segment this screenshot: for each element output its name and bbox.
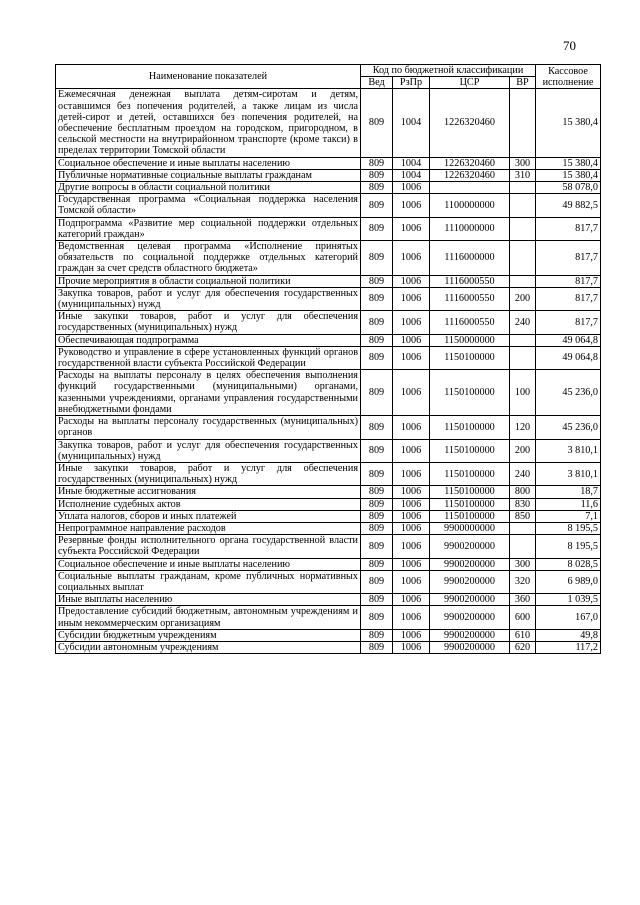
table-row [56,334,601,346]
table-row [56,629,601,641]
cell-csr: 9900200000 [430,606,510,629]
header-csr: ЦСР [430,77,510,89]
cell-name: Непрограммное направление расходов [56,522,361,534]
cell-amount: 49 064,8 [536,334,601,346]
table-row [56,157,601,169]
header-name: Наименование показателей [56,65,361,89]
cell-vr: 360 [510,594,536,606]
cell-vr [510,241,536,276]
cell-csr: 1226320460 [430,157,510,169]
cell-vr: 240 [510,462,536,485]
cell-ved: 809 [361,629,393,641]
cell-vr: 610 [510,629,536,641]
cell-vr [510,275,536,287]
cell-vr: 320 [510,570,536,593]
cell-name: Обеспечивающая подпрограмма [56,334,361,346]
cell-rzpr: 1006 [393,594,430,606]
table-row [56,182,601,194]
cell-ved: 809 [361,89,393,157]
header-amount: Кассовое исполнение [536,65,601,89]
cell-vr [510,182,536,194]
table-row [56,522,601,534]
cell-rzpr: 1006 [393,522,430,534]
cell-amount: 8 195,5 [536,522,601,534]
cell-rzpr: 1006 [393,311,430,334]
cell-rzpr: 1004 [393,89,430,157]
cell-ved: 809 [361,311,393,334]
cell-csr: 1226320460 [430,169,510,181]
cell-ved: 809 [361,606,393,629]
cell-ved: 809 [361,169,393,181]
cell-name: Руководство и управление в сфере установленных функций органов государственной власти субъекта Российской Федерации [56,346,361,369]
table-row [56,275,601,287]
cell-amount: 3 810,1 [536,439,601,462]
cell-amount: 167,0 [536,606,601,629]
table-row [56,416,601,439]
cell-rzpr: 1006 [393,182,430,194]
cell-amount: 58 078,0 [536,182,601,194]
cell-rzpr: 1006 [393,370,430,416]
cell-name: Прочие мероприятия в области социальной политики [56,275,361,287]
cell-amount: 817,7 [536,275,601,287]
table-row [56,510,601,522]
cell-amount: 817,7 [536,287,601,310]
table-body [56,89,601,654]
cell-rzpr: 1006 [393,558,430,570]
cell-amount: 8 028,5 [536,558,601,570]
cell-ved: 809 [361,570,393,593]
cell-rzpr: 1006 [393,439,430,462]
cell-ved: 809 [361,275,393,287]
table-row [56,641,601,653]
cell-amount: 3 810,1 [536,462,601,485]
cell-csr: 1110000000 [430,217,510,240]
cell-amount: 15 380,4 [536,89,601,157]
cell-ved: 809 [361,370,393,416]
cell-csr: 1150100000 [430,370,510,416]
cell-rzpr: 1006 [393,334,430,346]
cell-ved: 809 [361,241,393,276]
cell-csr: 9900200000 [430,570,510,593]
cell-vr [510,217,536,240]
cell-vr: 300 [510,558,536,570]
table-row [56,194,601,217]
cell-name: Субсидии бюджетным учреждениям [56,629,361,641]
cell-ved: 809 [361,217,393,240]
cell-vr: 800 [510,486,536,498]
cell-csr: 1150100000 [430,462,510,485]
table-row [56,311,601,334]
cell-amount: 45 236,0 [536,416,601,439]
cell-ved: 809 [361,334,393,346]
cell-rzpr: 1006 [393,416,430,439]
table-row [56,439,601,462]
cell-rzpr: 1006 [393,570,430,593]
cell-ved: 809 [361,287,393,310]
cell-ved: 809 [361,486,393,498]
cell-ved: 809 [361,641,393,653]
cell-amount: 45 236,0 [536,370,601,416]
cell-name: Иные закупки товаров, работ и услуг для обеспечения государственных (муниципальных) нужд [56,462,361,485]
cell-rzpr: 1006 [393,641,430,653]
cell-rzpr: 1006 [393,535,430,558]
cell-name: Резервные фонды исполнительного органа государственной власти субъекта Российской Федерации [56,535,361,558]
cell-rzpr: 1006 [393,346,430,369]
table-row [56,287,601,310]
cell-csr: 1116000550 [430,275,510,287]
cell-name: Ведомственная целевая программа «Исполнение принятых обязательств по социальной поддержке отдельных категорий граждан за счет средств областного бюджета» [56,241,361,276]
cell-amount: 49 064,8 [536,346,601,369]
cell-vr: 240 [510,311,536,334]
cell-ved: 809 [361,157,393,169]
cell-name: Публичные нормативные социальные выплаты гражданам [56,169,361,181]
cell-name: Другие вопросы в области социальной политики [56,182,361,194]
cell-name: Иные бюджетные ассигнования [56,486,361,498]
cell-name: Социальные выплаты гражданам, кроме публичных нормативных социальных выплат [56,570,361,593]
cell-vr [510,522,536,534]
cell-csr: 1150100000 [430,346,510,369]
cell-csr: 1150100000 [430,498,510,510]
cell-rzpr: 1006 [393,498,430,510]
cell-ved: 809 [361,182,393,194]
cell-vr [510,535,536,558]
table-row [56,169,601,181]
cell-csr: 1116000000 [430,241,510,276]
header-code-group: Код по бюджетной классификации [361,65,536,77]
cell-csr: 1150100000 [430,510,510,522]
cell-amount: 8 195,5 [536,535,601,558]
cell-amount: 117,2 [536,641,601,653]
cell-vr [510,346,536,369]
cell-vr [510,194,536,217]
cell-name: Субсидии автономным учреждениям [56,641,361,653]
cell-csr: 9900200000 [430,535,510,558]
table-row [56,606,601,629]
budget-table [55,64,601,654]
cell-rzpr: 1006 [393,462,430,485]
cell-amount: 15 380,4 [536,169,601,181]
table-row [56,370,601,416]
cell-name: Ежемесячная денежная выплата детям-сиротам и детям, оставшимся без попечения родителей, а также лицам из числа детей-сирот и детей, оставшихся без попечения родителей, на обеспечение бесплатным проездом на городском, пригородном, в сельской местности на внутрирайонном транспорте (кроме такси) в пределах территории Томской области [56,89,361,157]
cell-csr: 9900200000 [430,558,510,570]
cell-name: Государственная программа «Социальная поддержка населения Томской области» [56,194,361,217]
cell-name: Уплата налогов, сборов и иных платежей [56,510,361,522]
table-row [56,241,601,276]
cell-vr: 200 [510,439,536,462]
page-number: 70 [563,38,576,53]
table-row [56,570,601,593]
cell-vr: 600 [510,606,536,629]
cell-ved: 809 [361,510,393,522]
cell-name: Закупка товаров, работ и услуг для обеспечения государственных (муниципальных) нужд [56,287,361,310]
cell-amount: 49,8 [536,629,601,641]
cell-csr: 1150100000 [430,439,510,462]
cell-rzpr: 1006 [393,629,430,641]
cell-ved: 809 [361,416,393,439]
header-vr: ВР [510,77,536,89]
header-row [56,65,601,77]
cell-csr: 9900000000 [430,522,510,534]
cell-name: Закупка товаров, работ и услуг для обеспечения государственных (муниципальных) нужд [56,439,361,462]
cell-rzpr: 1006 [393,194,430,217]
cell-amount: 15 380,4 [536,157,601,169]
cell-rzpr: 1004 [393,157,430,169]
cell-vr: 850 [510,510,536,522]
cell-name: Иные закупки товаров, работ и услуг для обеспечения государственных (муниципальных) нужд [56,311,361,334]
cell-csr: 1226320460 [430,89,510,157]
cell-csr: 1116000550 [430,287,510,310]
cell-name: Предоставление субсидий бюджетным, автономным учреждениям и иным некоммерческим организациям [56,606,361,629]
cell-csr: 1150100000 [430,486,510,498]
table-row [56,462,601,485]
cell-csr: 9900200000 [430,594,510,606]
cell-ved: 809 [361,346,393,369]
cell-name: Иные выплаты населению [56,594,361,606]
cell-rzpr: 1006 [393,510,430,522]
cell-name: Исполнение судебных актов [56,498,361,510]
cell-amount: 18,7 [536,486,601,498]
cell-rzpr: 1006 [393,217,430,240]
cell-name: Расходы на выплаты персоналу государственных (муниципальных) органов [56,416,361,439]
cell-amount: 6 989,0 [536,570,601,593]
cell-vr: 200 [510,287,536,310]
cell-vr: 620 [510,641,536,653]
cell-ved: 809 [361,535,393,558]
cell-ved: 809 [361,194,393,217]
cell-csr [430,182,510,194]
cell-ved: 809 [361,462,393,485]
table-row [56,346,601,369]
cell-vr: 310 [510,169,536,181]
cell-ved: 809 [361,594,393,606]
cell-csr: 1116000550 [430,311,510,334]
table-row [56,486,601,498]
cell-amount: 1 039,5 [536,594,601,606]
cell-csr: 1150100000 [430,416,510,439]
cell-amount: 11,6 [536,498,601,510]
table-row [56,89,601,157]
cell-vr [510,334,536,346]
cell-vr: 120 [510,416,536,439]
cell-csr: 9900200000 [430,629,510,641]
cell-rzpr: 1004 [393,169,430,181]
cell-name: Социальное обеспечение и иные выплаты населению [56,558,361,570]
cell-name: Подпрограмма «Развитие мер социальной поддержки отдельных категорий граждан» [56,217,361,240]
cell-ved: 809 [361,498,393,510]
cell-amount: 49 882,5 [536,194,601,217]
cell-ved: 809 [361,439,393,462]
cell-amount: 817,7 [536,217,601,240]
table-row [56,217,601,240]
table-row [56,498,601,510]
cell-csr: 9900200000 [430,641,510,653]
cell-vr: 300 [510,157,536,169]
cell-rzpr: 1006 [393,287,430,310]
cell-vr: 830 [510,498,536,510]
cell-rzpr: 1006 [393,275,430,287]
cell-vr: 100 [510,370,536,416]
cell-ved: 809 [361,522,393,534]
cell-ved: 809 [361,558,393,570]
cell-amount: 7,1 [536,510,601,522]
cell-name: Социальное обеспечение и иные выплаты населению [56,157,361,169]
cell-name: Расходы на выплаты персоналу в целях обеспечения выполнения функций государственными (муниципальными) органами, казенными учреждениями, органами управления государственными внебюджетными фондами [56,370,361,416]
cell-rzpr: 1006 [393,241,430,276]
cell-csr: 1100000000 [430,194,510,217]
cell-vr [510,89,536,157]
cell-amount: 817,7 [536,311,601,334]
table-row [56,558,601,570]
table-header [56,65,601,89]
cell-csr: 1150000000 [430,334,510,346]
cell-rzpr: 1006 [393,606,430,629]
header-rzpr: РзПр [393,77,430,89]
cell-amount: 817,7 [536,241,601,276]
cell-rzpr: 1006 [393,486,430,498]
table-row [56,594,601,606]
table-row [56,535,601,558]
header-ved: Вед [361,77,393,89]
